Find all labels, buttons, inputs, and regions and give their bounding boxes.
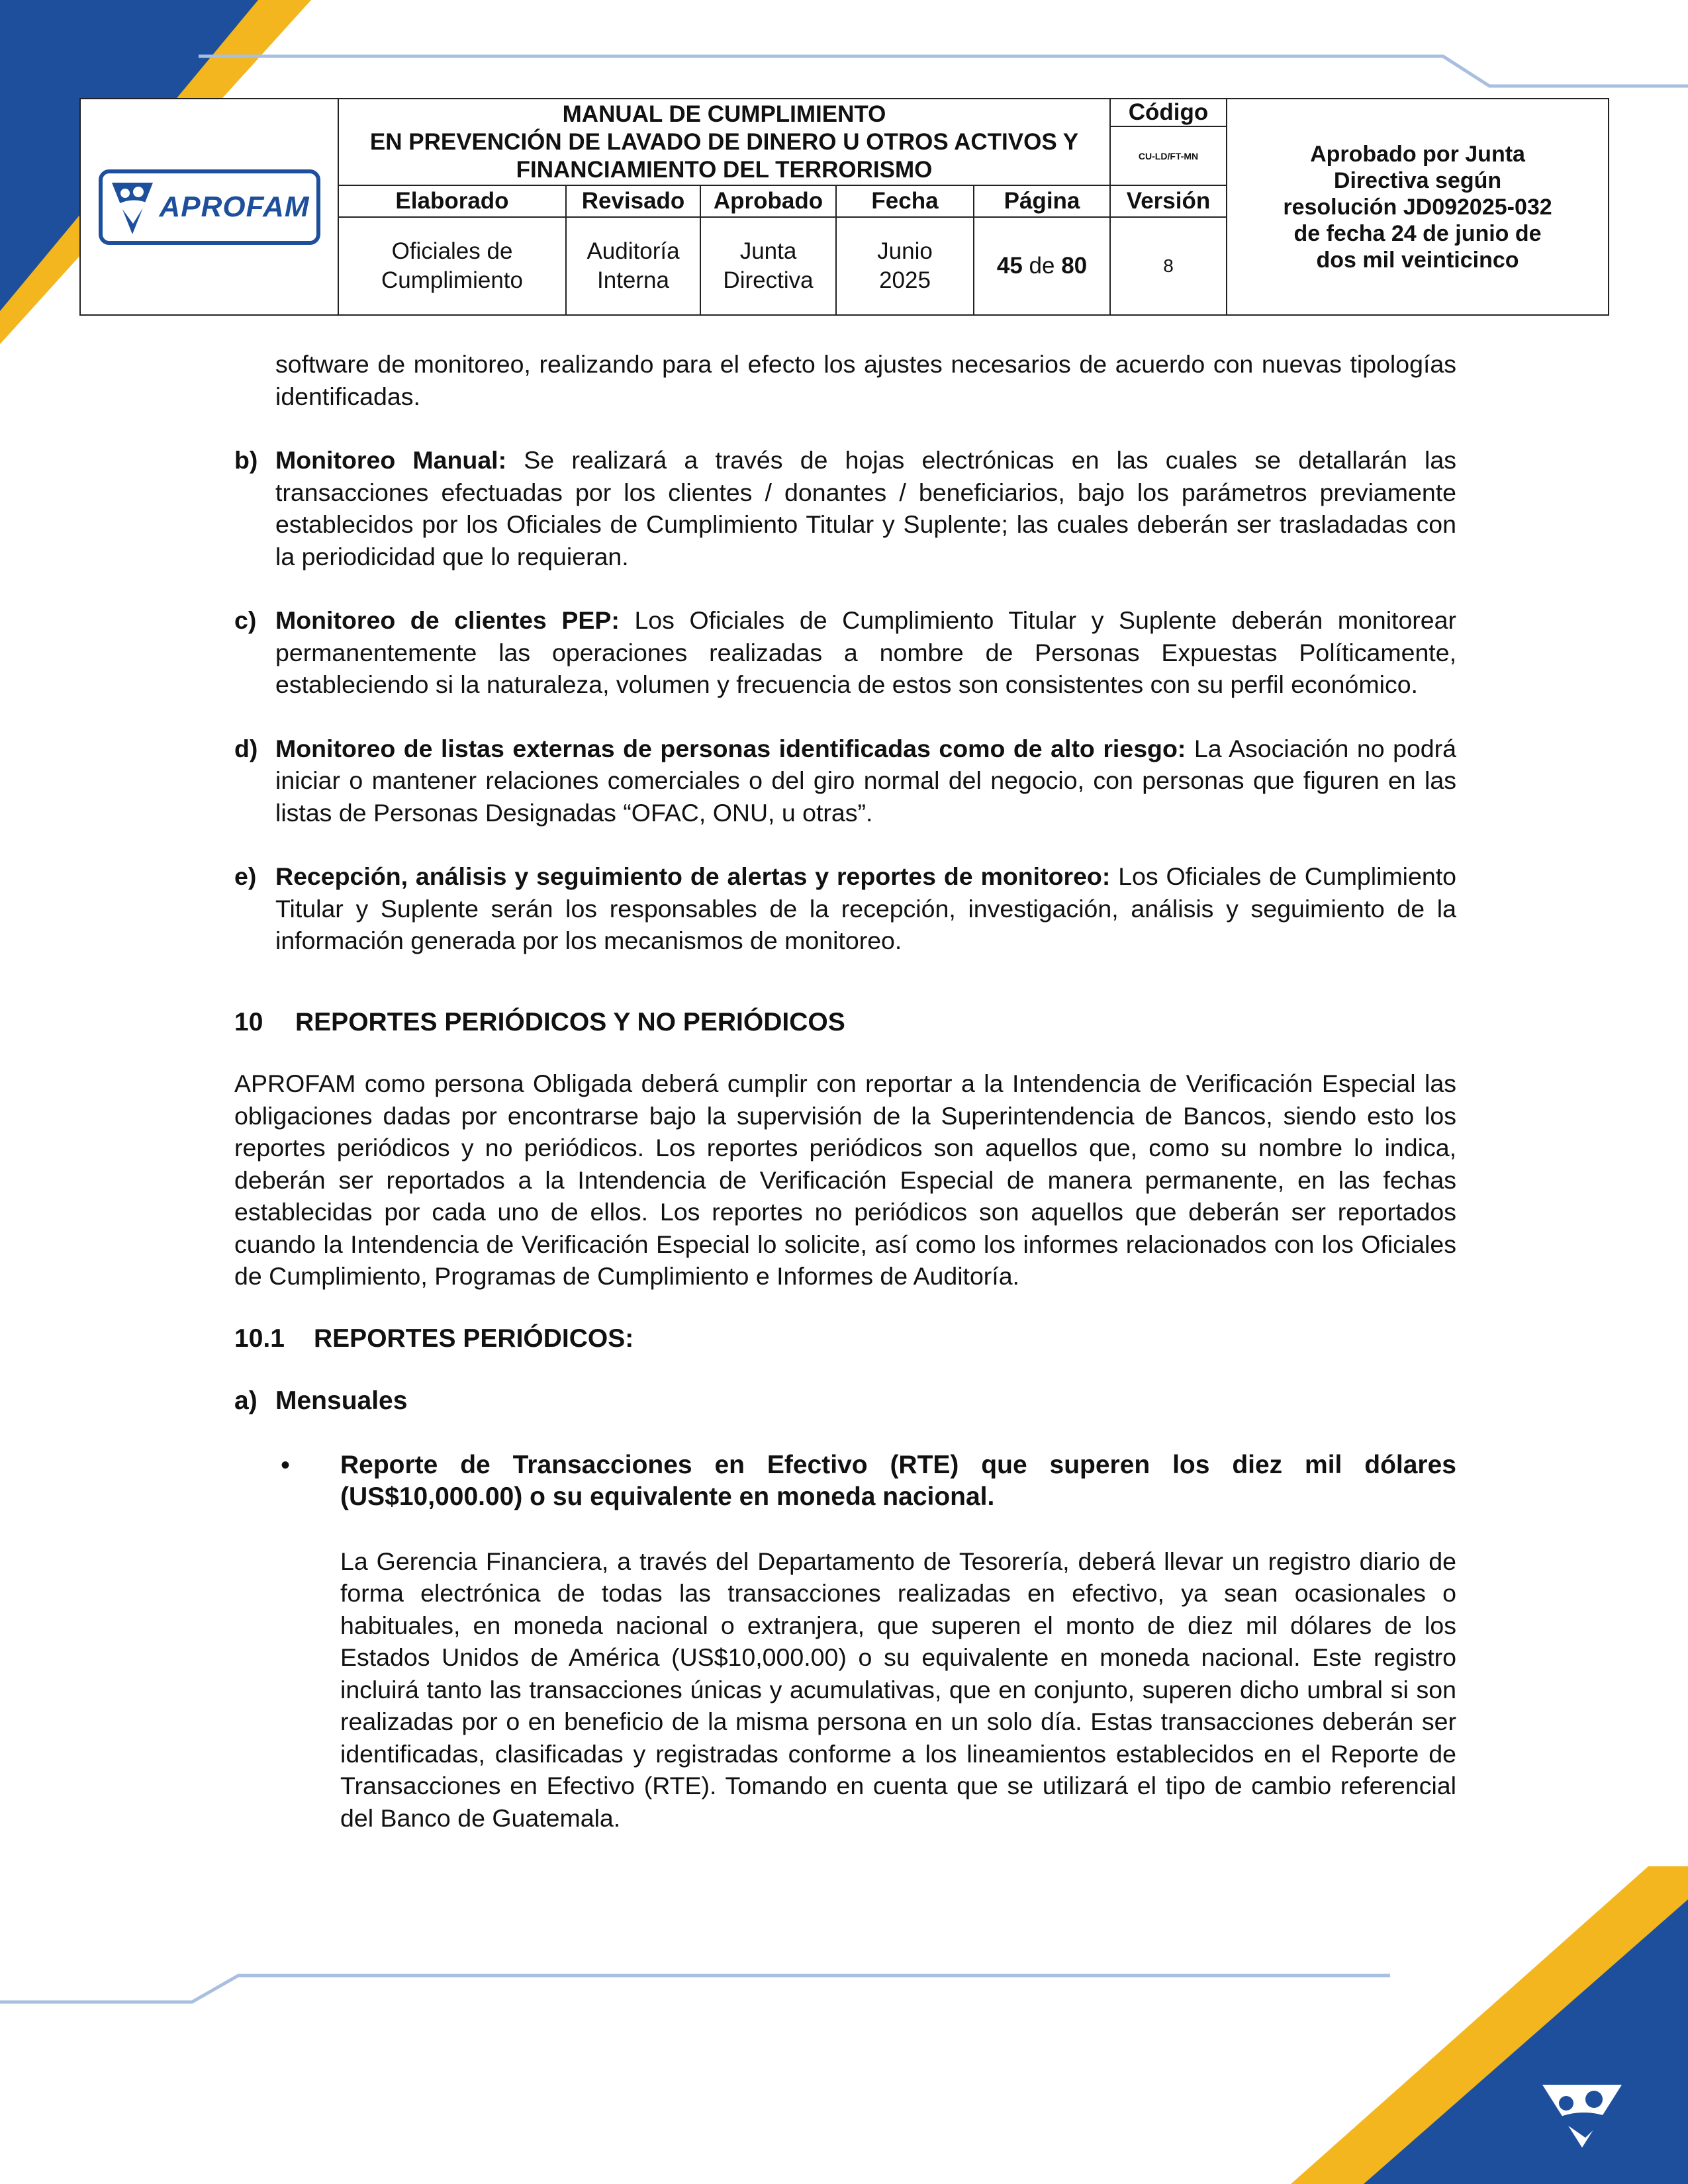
codigo-label: Código	[1110, 99, 1227, 126]
val-line: Junta	[739, 238, 797, 264]
col-elaborado: Elaborado	[338, 185, 566, 217]
aprofam-logo-icon	[109, 177, 156, 237]
val-line: Cumplimiento	[381, 267, 523, 293]
item-body: Los Oficiales de Cumplimiento Titular y Suplente serán los responsables de la recepción, investigación, análisis y seguimiento de la información generada por los mecanismos de monitoreo.	[275, 862, 1457, 954]
val-pagina	[974, 217, 1110, 315]
val-elaborado	[338, 217, 566, 315]
bottom-right-blue-swoosh	[1364, 1899, 1688, 2184]
list-item-c	[234, 604, 1456, 701]
val-line: Auditoría	[586, 238, 680, 264]
logo-cell	[80, 99, 338, 315]
title-line: MANUAL DE CUMPLIMIENTO	[562, 101, 886, 127]
section-title: REPORTES PERIÓDICOS Y NO PERIÓDICOS	[295, 1007, 845, 1036]
val-version: 8	[1110, 217, 1227, 315]
subsection-title: Mensuales	[275, 1387, 408, 1415]
item-title: Monitoreo de listas externas de personas identificadas como de alto riesgo:	[275, 734, 1186, 762]
document-title	[338, 99, 1110, 185]
codigo-value: CU-LD/FT-MN	[1110, 126, 1227, 185]
approval-line: Aprobado por Junta	[1310, 141, 1525, 167]
val-line: Interna	[597, 267, 669, 293]
col-pagina: Página	[974, 185, 1110, 217]
logo-text: APROFAM	[159, 190, 310, 223]
document-body	[234, 348, 1456, 1834]
approval-note	[1227, 99, 1609, 315]
page-total: 80	[1061, 253, 1088, 279]
subsection-a	[234, 1385, 1456, 1418]
page-current: 45	[996, 253, 1023, 279]
item-text	[275, 733, 1456, 829]
val-fecha	[836, 217, 974, 315]
approval-line: Directiva según	[1333, 167, 1502, 193]
val-line: Junio	[877, 238, 933, 264]
val-line: Oficiales de	[391, 238, 513, 264]
item-label: a)	[234, 1387, 258, 1415]
section-10-heading	[234, 1007, 1456, 1039]
aprofam-logo	[99, 169, 320, 245]
section-10-paragraph: APROFAM como persona Obligada deberá cumplir con reportar a la Intendencia de Verificación Especial las obligaciones dadas por encontrarse bajo la supervisión de la Superintendencia de Bancos, siendo esto los reportes periódicos y no periódicos. Los reportes periódicos son aquellos que, como su nombre lo indica, deberán ser reportados a la Intendencia de Verificación Especial de manera permanente, en las fechas establecidas por cada uno de ellos. Los reportes no periódicos son aquellos que deberán ser reportados cuando la Intendencia de Verificación Especial lo solicite, así como los informes relacionados con los Oficiales de Cumplimiento, Programas de Cumplimiento e Informes de Auditoría.	[234, 1069, 1456, 1290]
approval-line: de fecha 24 de junio de	[1293, 220, 1542, 246]
list-item-e	[234, 860, 1456, 957]
item-label: c)	[234, 606, 257, 634]
item-title: Monitoreo de clientes PEP:	[275, 606, 620, 634]
approval-line: dos mil veinticinco	[1316, 247, 1519, 273]
val-line: Directiva	[723, 267, 814, 293]
section-number: 10.1	[234, 1324, 285, 1353]
item-body: La Asociación no podrá iniciar o mantener relaciones comerciales o del giro normal del negocio, con personas que figuren en las listas de Personas Designadas “OFAC, ONU, u otras”.	[275, 734, 1456, 827]
item-label: d)	[234, 734, 258, 762]
bullet-content	[340, 1449, 1456, 1835]
val-aprobado	[700, 217, 836, 315]
item-text	[275, 444, 1456, 572]
col-fecha: Fecha	[836, 185, 974, 217]
title-line: EN PREVENCIÓN DE LAVADO DE DINERO U OTROS ACTIVOS Y	[369, 128, 1079, 155]
page-de: de	[1029, 253, 1055, 279]
col-aprobado: Aprobado	[700, 185, 836, 217]
item-title: Recepción, análisis y seguimiento de alertas y reportes de monitoreo:	[275, 862, 1111, 890]
section-number: 10	[234, 1007, 263, 1036]
top-right-light-line	[199, 56, 1688, 86]
intro-paragraph: software de monitoreo, realizando para el efecto los ajustes necesarios de acuerdo con nuevas tipologías identificadas.	[275, 350, 1456, 410]
val-revisado	[566, 217, 700, 315]
val-line: 2025	[879, 267, 931, 293]
item-label: e)	[234, 862, 257, 890]
col-version: Versión	[1110, 185, 1227, 217]
item-body: Se realizará a través de hojas electrónicas en las cuales se detallarán las transacciones efectuadas por los clientes / donantes / beneficiarios, bajo los parámetros previamente establecidos por los Oficiales de Cumplimiento Titular y Suplente; las cuales deberán ser trasladadas con la periodicidad que lo requieran.	[275, 446, 1456, 570]
bottom-left-light-line	[0, 1976, 1390, 2002]
bullet-paragraph: La Gerencia Financiera, a través del Departamento de Tesorería, deberá llevar un registro diario de forma electrónica de todas las transacciones realizadas en efectivo, ya sean ocasionales o habituales, en moneda nacional o extranjera, que superen el monto de diez mil dólares de los Estados Unidos de América (US$10,000.00) o su equivalente en moneda nacional. Este registro incluirá tanto las transacciones únicas y acumulativas, que en conjunto, superen dicho umbral si son realizadas por o en beneficio de la misma persona en un solo día. Estas transacciones deberán ser identificadas, clasificadas y registradas conforme a los lineamientos establecidos en el Reporte de Transacciones en Efectivo (RTE). Tomando en cuenta que se utilizará el tipo de cambio referencial del Banco de Guatemala.	[340, 1547, 1456, 1832]
item-text	[275, 860, 1456, 957]
item-text	[275, 604, 1456, 701]
approval-line: resolución JD092025-032	[1283, 194, 1552, 220]
bullet-icon: •	[281, 1450, 291, 1480]
section-10-1-heading	[234, 1323, 1456, 1355]
item-title: Monitoreo Manual:	[275, 446, 507, 474]
title-line: FINANCIAMIENTO DEL TERRORISMO	[516, 156, 933, 183]
list-item-d	[234, 733, 1456, 829]
document-header-table	[79, 98, 1609, 316]
item-label: b)	[234, 446, 258, 474]
section-title: REPORTES PERIÓDICOS:	[314, 1324, 634, 1353]
bullet-item	[234, 1449, 1456, 1835]
item-body: Los Oficiales de Cumplimiento Titular y Suplente deberán monitorear permanentemente las operaciones realizadas a nombre de Personas Expuestas Políticamente, estableciendo si la naturaleza, volumen y frecuencia de estos son consistentes con su perfil económico.	[275, 606, 1456, 698]
bullet-title: Reporte de Transacciones en Efectivo (RTE) que superen los diez mil dólares (US$10,000.00) o su equivalente en moneda nacional.	[340, 1450, 1456, 1511]
col-revisado: Revisado	[566, 185, 700, 217]
list-item-b	[234, 444, 1456, 572]
